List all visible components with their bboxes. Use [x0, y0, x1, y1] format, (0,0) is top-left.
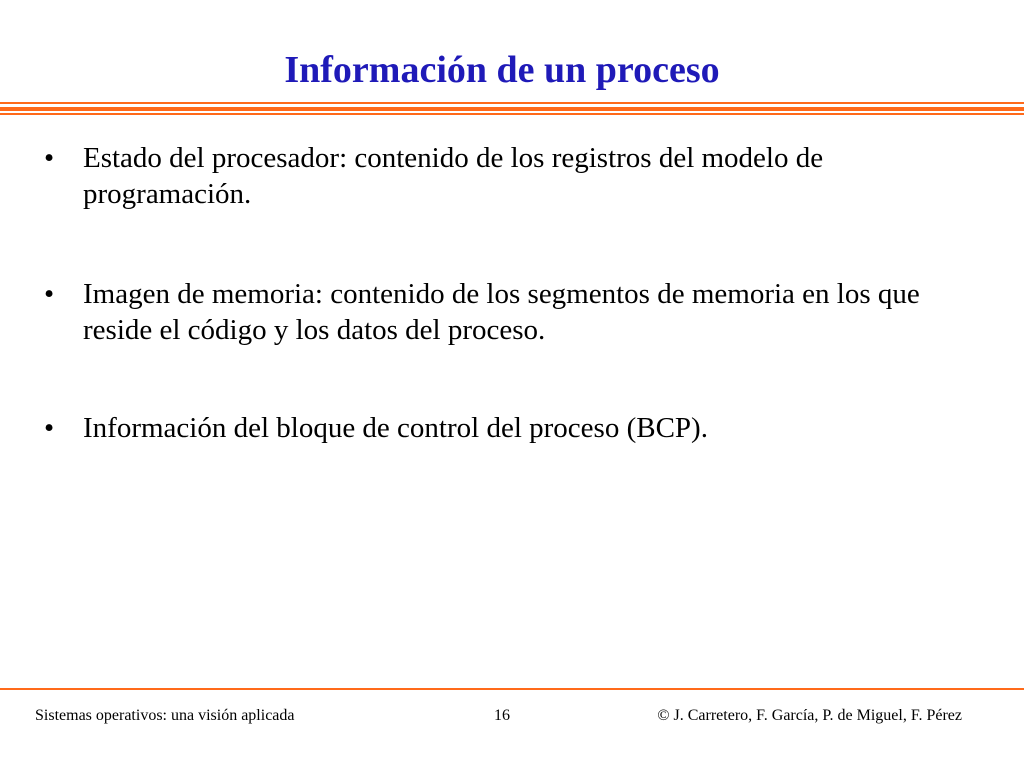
- footer-divider: [0, 688, 1024, 690]
- footer-copyright: © J. Carretero, F. García, P. de Miguel, F. Pérez: [657, 707, 962, 724]
- title-divider-line-bottom: [0, 113, 1024, 115]
- bullet-marker: •: [44, 278, 55, 310]
- footer-page-number: 16: [494, 707, 510, 724]
- slide-title: Información de un proceso: [284, 49, 720, 91]
- bullet-item-processor-state: [44, 140, 974, 212]
- title-divider-line-middle: [0, 107, 1024, 111]
- bullet-text: Información del bloque de control del proceso (BCP).: [83, 412, 708, 444]
- title-divider-line-top: [0, 102, 1024, 104]
- footer-course-title: Sistemas operativos: una visión aplicada: [35, 707, 295, 724]
- bullet-marker: •: [44, 412, 55, 444]
- bullet-text: Imagen de memoria: contenido de los segmentos de memoria en los que reside el código y los datos del proceso.: [83, 278, 920, 346]
- bullet-text: Estado del procesador: contenido de los registros del modelo de programación.: [83, 142, 824, 210]
- title-divider: [0, 102, 1024, 116]
- bullet-item-bcp-info: [44, 410, 974, 446]
- bullet-item-memory-image: [44, 276, 974, 348]
- bullet-marker: •: [44, 142, 55, 174]
